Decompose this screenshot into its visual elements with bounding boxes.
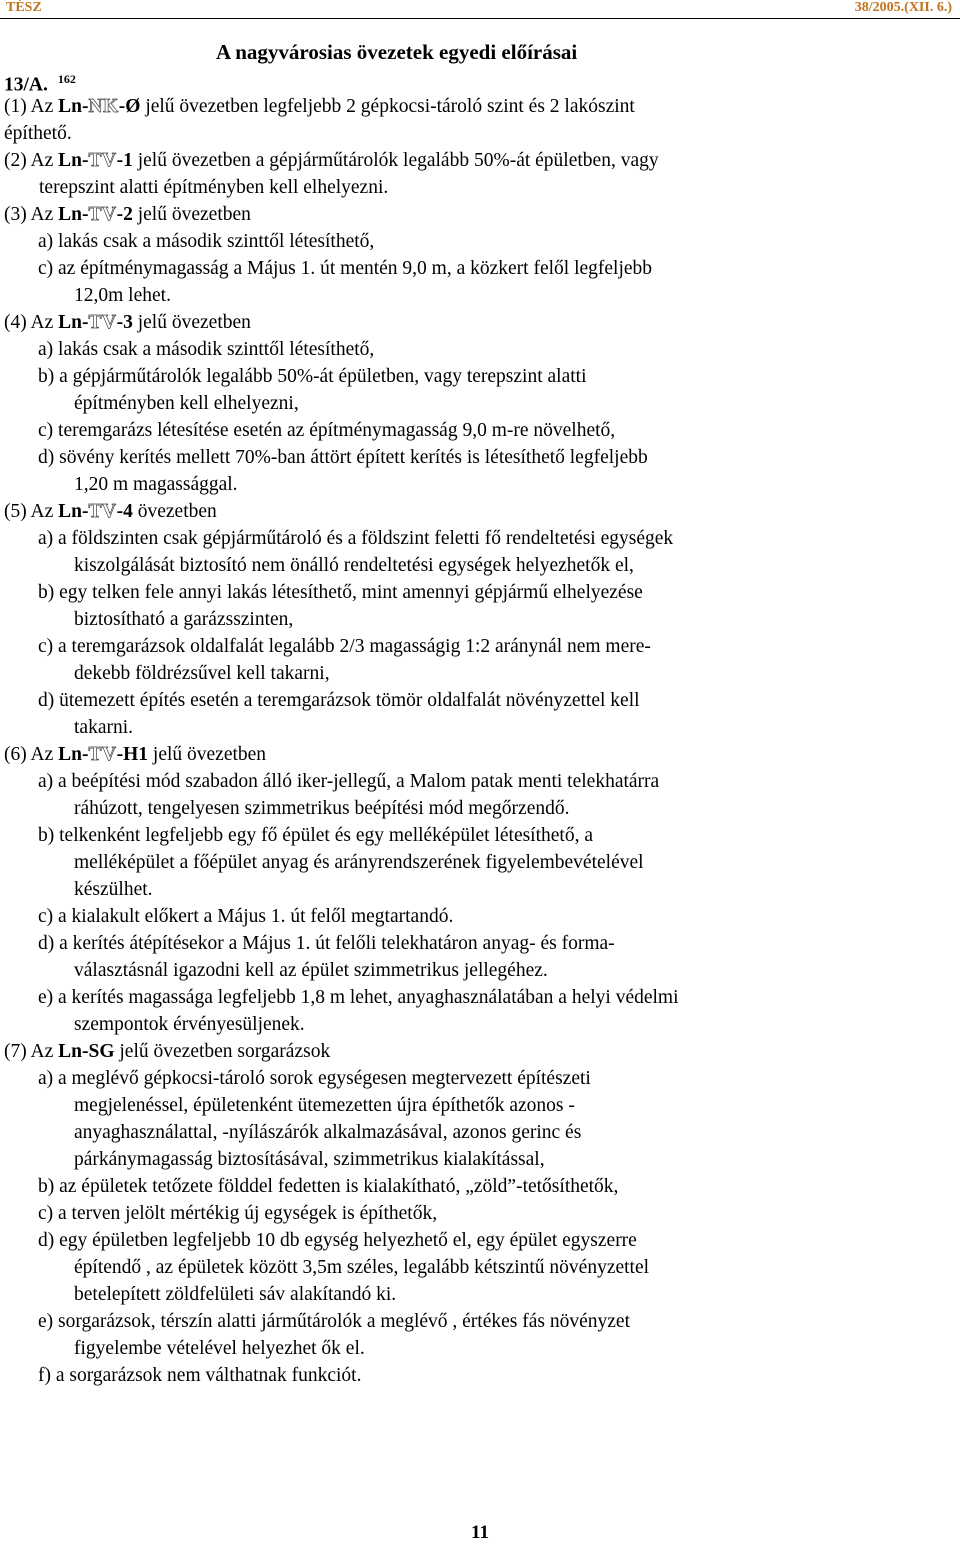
text-line <box>38 337 374 363</box>
text-line <box>74 661 330 687</box>
zone-code: Ln- <box>58 150 89 171</box>
text-span: terepszint alatti építményben kell elhelyezni. <box>39 177 389 198</box>
text-line <box>74 391 299 417</box>
text-span: a) a földszinten csak gépjárműtároló és a földszint feletti fő rendeltetési egységek <box>38 528 674 549</box>
text-line <box>4 94 635 120</box>
zone-code: Ln- <box>58 96 89 117</box>
text-line <box>38 1201 437 1227</box>
zone-code-outline: TV <box>88 744 117 765</box>
zone-code-outline: TV <box>88 501 117 522</box>
page-title: A nagyvárosias övezetek egyedi előírásai <box>216 40 578 64</box>
text-span: a) a meglévő gépkocsi-tároló sorok egységesen megtervezett építészeti <box>38 1068 591 1089</box>
text-line <box>38 823 593 849</box>
text-span: c) a teremgarázsok oldalfalát legalább 2/3 magasságig 1:2 aránynál nem mere- <box>38 636 651 657</box>
text-line <box>4 202 251 228</box>
zone-code: -H1 <box>116 744 149 765</box>
text-span: anyaghasználattal, -nyílászárók alkalmazásával, azonos gerinc és <box>74 1122 582 1143</box>
text-line <box>38 526 673 552</box>
text-span: f) a sorgarázsok nem válthatnak funkciót. <box>38 1365 362 1386</box>
text-span: (5) Az <box>4 501 59 522</box>
text-span: d) sövény kerítés mellett 70%-ban áttört épített kerítés is létesíthető legfeljebb <box>38 447 648 468</box>
text-span: d) egy épületben legfeljebb 10 db egység helyezhető el, egy épület egyszerre <box>38 1230 637 1251</box>
text-span: c) teremgarázs létesítése esetén az építménymagasság 9,0 m-re növelhető, <box>38 420 616 441</box>
text-span: b) egy telken fele annyi lakás létesíthető, mint amennyi gépjármű elhelyezése <box>38 582 643 603</box>
section-heading <box>4 72 76 97</box>
text-line <box>38 256 652 282</box>
text-span: szempontok érvényesüljenek. <box>74 1014 305 1035</box>
text-line <box>74 553 634 579</box>
zone-code: Ln- <box>58 744 89 765</box>
zone-code: Ln- <box>58 204 89 225</box>
zone-code: -4 <box>116 501 133 522</box>
text-span: építhető. <box>4 123 72 144</box>
text-span: 1,20 m magassággal. <box>74 474 238 495</box>
text-span: párkánymagasság biztosításával, szimmetrikus kialakítással, <box>74 1149 545 1170</box>
text-line <box>38 445 648 471</box>
text-span: ráhúzott, tengelyesen szimmetrikus beépítési mód megőrzendő. <box>74 798 570 819</box>
section-number: 13/A. <box>4 74 48 96</box>
text-span: kiszolgálását biztosító nem önálló rendeltetési egységek helyezhetők el, <box>74 555 634 576</box>
text-span: c) a kialakult előkert a Május 1. út felől megtartandó. <box>38 906 454 927</box>
text-line <box>74 607 293 633</box>
text-line <box>38 1174 618 1200</box>
text-line <box>74 472 238 498</box>
text-line <box>74 1336 365 1362</box>
text-line <box>4 499 217 525</box>
text-span: c) az építménymagasság a Május 1. út mentén 9,0 m, a közkert felől legfeljebb <box>38 258 653 279</box>
text-span: jelű övezetben <box>148 744 267 765</box>
text-line <box>74 715 133 741</box>
zone-code: Ln-SG <box>58 1041 115 1062</box>
text-line <box>38 1309 630 1335</box>
text-span: jelű övezetben <box>132 204 251 225</box>
text-line <box>38 634 651 660</box>
text-span: b) az épületek tetőzete földdel fedetten is kialakítható, „zöld”-tetősíthetők, <box>38 1176 619 1197</box>
text-line <box>38 985 679 1011</box>
text-line <box>74 958 548 984</box>
text-line <box>38 580 643 606</box>
text-line <box>74 877 153 903</box>
text-span: jelű övezetben sorgarázsok <box>114 1041 331 1062</box>
text-line <box>74 1282 396 1308</box>
text-span: (2) Az <box>4 150 59 171</box>
zone-code-outline: NK <box>88 96 119 117</box>
text-span: (3) Az <box>4 204 59 225</box>
text-span: jelű övezetben a gépjárműtárolók legalább 50%-át épületben, vagy <box>132 150 659 171</box>
zone-code-outline: TV <box>88 312 117 333</box>
text-span: d) a kerítés átépítésekor a Május 1. út felőli telekhatáron anyag- és forma- <box>38 933 615 954</box>
text-line <box>38 769 659 795</box>
text-line <box>74 283 171 309</box>
zone-code: -1 <box>116 150 133 171</box>
text-span: dekebb földrézsűvel kell takarni, <box>74 663 330 684</box>
page-header <box>0 0 960 19</box>
text-line <box>38 931 615 957</box>
text-line <box>38 1363 361 1389</box>
text-line <box>74 1093 575 1119</box>
text-line <box>38 688 640 714</box>
text-line <box>74 1147 545 1173</box>
text-line <box>4 121 72 147</box>
zone-code: -2 <box>116 204 133 225</box>
text-line <box>4 1039 330 1065</box>
text-span: b) a gépjárműtárolók legalább 50%-át épületben, vagy terepszint alatti <box>38 366 587 387</box>
text-line <box>38 418 615 444</box>
text-line <box>38 229 374 255</box>
text-span: biztosítható a garázsszinten, <box>74 609 294 630</box>
text-line <box>38 1228 637 1254</box>
text-span: takarni. <box>74 717 134 738</box>
text-span: építményben kell elhelyezni, <box>74 393 299 414</box>
text-span: jelű övezetben <box>132 312 251 333</box>
text-span: övezetben <box>132 501 217 522</box>
text-span: e) a kerítés magassága legfeljebb 1,8 m lehet, anyaghasználatában a helyi védelmi <box>38 987 679 1008</box>
zone-code: -Ø <box>118 96 141 117</box>
text-span: (1) Az <box>4 96 59 117</box>
zone-code-outline: TV <box>88 150 117 171</box>
text-line <box>74 850 644 876</box>
text-span: választásnál igazodni kell az épület szimmetrikus jellegéhez. <box>74 960 548 981</box>
text-line <box>38 1066 591 1092</box>
text-span: c) a terven jelölt mértékig új egységek is építhetők, <box>38 1203 438 1224</box>
text-span: (7) Az <box>4 1041 59 1062</box>
text-span: figyelembe vételével helyezhet ők el. <box>74 1338 365 1359</box>
zone-code: Ln- <box>58 312 89 333</box>
header-regulation-id: 38/2005.(XII. 6.) <box>854 0 952 15</box>
text-line <box>4 310 251 336</box>
text-line <box>38 904 453 930</box>
text-line <box>74 796 569 822</box>
text-line <box>74 1255 649 1281</box>
header-publisher: TÉSZ <box>6 0 42 15</box>
text-line <box>38 364 587 390</box>
zone-code: -3 <box>116 312 133 333</box>
text-line <box>4 742 266 768</box>
text-span: a) lakás csak a második szinttől létesíthető, <box>38 231 375 252</box>
text-span: e) sorgarázsok, térszín alatti járműtárolók a meglévő , értékes fás növényzet <box>38 1311 630 1332</box>
text-span: készülhet. <box>74 879 153 900</box>
text-span: 12,0m lehet. <box>74 285 171 306</box>
text-line <box>74 1120 581 1146</box>
text-line <box>39 175 388 201</box>
text-span: (6) Az <box>4 744 59 765</box>
zone-code: Ln- <box>58 501 89 522</box>
text-span: melléképület a főépület anyag és arányrendszerének figyelembevételével <box>74 852 644 873</box>
text-span: építendő , az épületek között 3,5m széles, legalább kétszintű növényzettel <box>74 1257 650 1278</box>
text-span: jelű övezetben legfeljebb 2 gépkocsi-tároló szint és 2 lakószint <box>140 96 635 117</box>
text-line <box>4 148 659 174</box>
text-span: megjelenéssel, épületenként ütemezetten újra építhetők azonos - <box>74 1095 575 1116</box>
footnote-marker: 162 <box>57 72 76 86</box>
text-span: a) lakás csak a második szinttől létesíthető, <box>38 339 375 360</box>
text-line <box>74 1012 305 1038</box>
zone-code-outline: TV <box>88 204 117 225</box>
page-number: 11 <box>471 1522 489 1543</box>
text-span: b) telkenként legfeljebb egy fő épület és egy melléképület létesíthető, a <box>38 825 593 846</box>
text-span: (4) Az <box>4 312 59 333</box>
text-span: d) ütemezett építés esetén a teremgarázsok tömör oldalfalát növényzettel kell <box>38 690 640 711</box>
text-span: a) a beépítési mód szabadon álló iker-jellegű, a Malom patak menti telekhatárra <box>38 771 660 792</box>
text-span: betelepített zöldfelületi sáv alakítandó ki. <box>74 1284 397 1305</box>
